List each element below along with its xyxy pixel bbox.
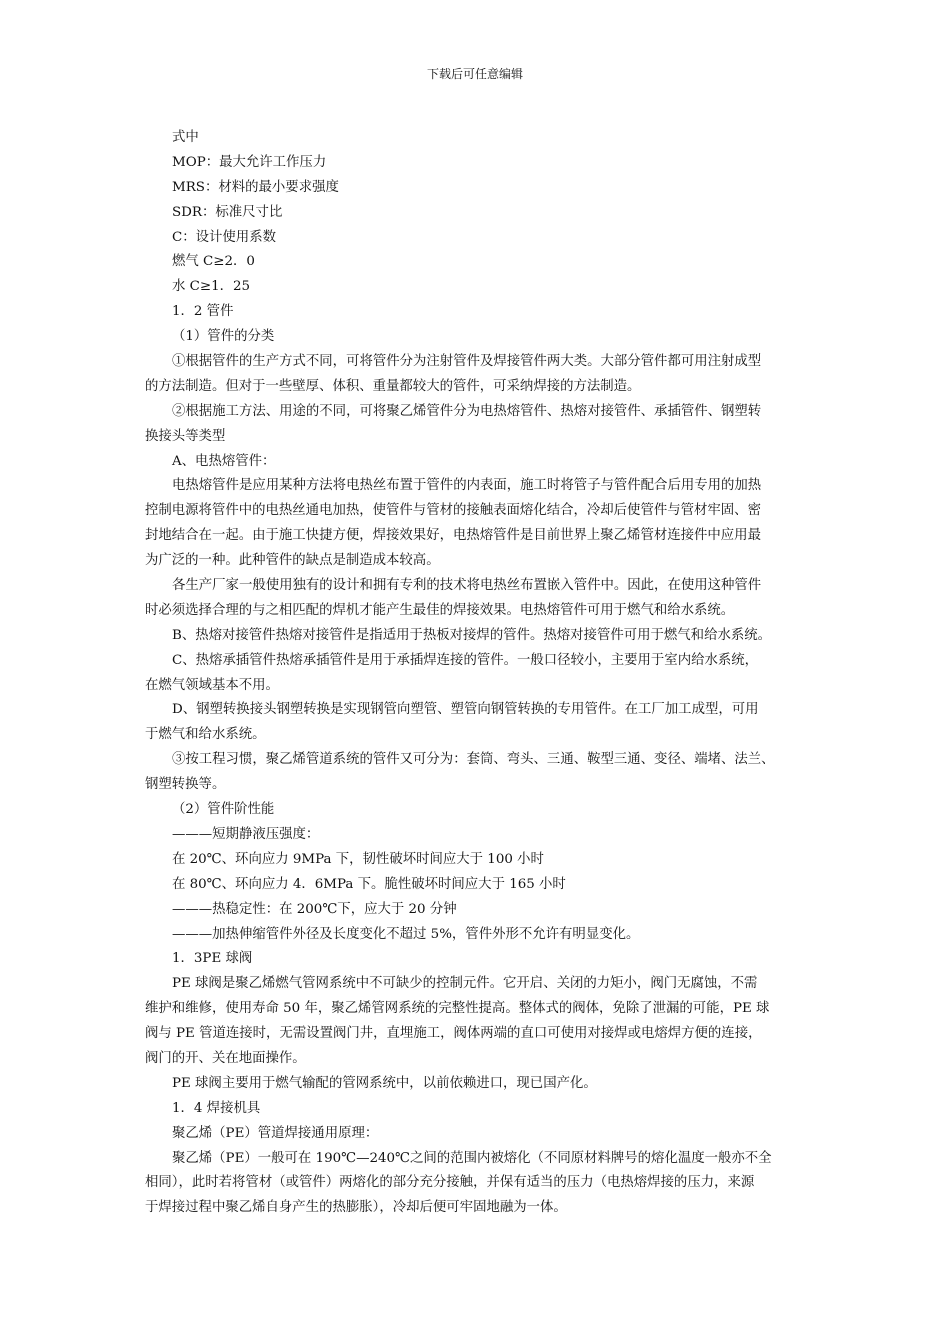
text-line: 燃气 C≥2．0 xyxy=(172,254,255,270)
page-header: 下载后可任意编辑 xyxy=(426,67,523,81)
subsection-heading: （2）管件阶性能 xyxy=(172,802,275,818)
item-heading: A、电热熔管件： xyxy=(172,453,276,469)
section-heading: 1．3PE 球阀 xyxy=(172,951,253,967)
paragraph-line: ①根据管件的生产方式不同，可将管件分为注射管件及焊接管件两大类。大部分管件都可用注射成型 xyxy=(172,354,762,370)
paragraph-line: 于燃气和给水系统。 xyxy=(145,727,266,743)
paragraph-line: D、钢塑转换接头钢塑转换是实现钢管向塑管、塑管向钢管转换的专用管件。在工厂加工成型，可用 xyxy=(172,702,759,718)
paragraph-line: 在燃气领域基本不用。 xyxy=(145,677,279,693)
paragraph-line: PE 球阀主要用于燃气输配的管网系统中，以前依赖进口，现已国产化。 xyxy=(172,1075,597,1091)
paragraph-line: 阀与 PE 管道连接时，无需设置阀门井，直埋施工，阀体两端的直口可使用对接焊或电熔焊方便的连接， xyxy=(145,1026,762,1042)
paragraph-line: 于焊接过程中聚乙烯自身产生的热膨胀），冷却后便可牢固地融为一体。 xyxy=(145,1200,567,1216)
paragraph-line: 时必须选择合理的与之相匹配的焊机才能产生最佳的焊接效果。电热熔管件可用于燃气和给水系统。 xyxy=(145,602,735,618)
subsection-heading: （1）管件的分类 xyxy=(172,329,275,345)
paragraph-line: 为广泛的一种。此种管件的缺点是制造成本较高。 xyxy=(145,553,440,569)
paragraph-line: 控制电源将管件中的电热丝通电加热，使管件与管材的接触表面熔化结合，冷却后使管件与管材牢固、密 xyxy=(145,503,761,519)
paragraph-line: 各生产厂家一般使用独有的设计和拥有专利的技术将电热丝布置嵌入管件中。因此，在使用这种管件 xyxy=(172,578,762,594)
paragraph-line: 换接头等类型 xyxy=(145,428,226,444)
text-line: ———热稳定性：在 200℃下，应大于 20 分钟 xyxy=(172,901,457,917)
paragraph-line: 维护和维修，使用寿命 50 年，聚乙烯管网系统的完整性提高。整体式的阀体，免除了泄漏的可能，PE 球 xyxy=(145,1001,770,1017)
text-line: 式中 xyxy=(172,130,199,145)
text-line: MRS：材料的最小要求强度 xyxy=(172,179,339,195)
paragraph-line: 钢塑转换等。 xyxy=(145,777,226,793)
text-line: 水 C≥1．25 xyxy=(172,279,251,295)
text-line: 在 20℃、环向应力 9MPa 下，韧性破坏时间应大于 100 小时 xyxy=(172,851,544,867)
paragraph-line: 相同），此时若将管材（或管件）两熔化的部分充分接触，并保有适当的压力（电热熔焊接的压力，来源 xyxy=(145,1175,755,1191)
paragraph-line: ②根据施工方法、用途的不同，可将聚乙烯管件分为电热熔管件、热熔对接管件、承插管件、钢塑转 xyxy=(172,403,762,419)
text-line: MOP：最大允许工作压力 xyxy=(172,154,327,170)
paragraph-line: C、热熔承插管件热熔承插管件是用于承插焊连接的管件。一般口径较小，主要用于室内给水系统， xyxy=(172,652,759,668)
text-line: SDR：标准尺寸比 xyxy=(172,204,283,220)
paragraph-line: ③按工程习惯，聚乙烯管道系统的管件又可分为：套筒、弯头、三通、鞍型三通、变径、端堵、法兰、 xyxy=(172,752,775,768)
paragraph-line: 阀门的开、关在地面操作。 xyxy=(145,1050,306,1066)
section-heading: 1．2 管件 xyxy=(172,304,234,320)
section-heading: 1．4 焊接机具 xyxy=(172,1100,261,1116)
paragraph-line: PE 球阀是聚乙烯燃气管网系统中不可缺少的控制元件。它开启、关闭的力矩小，阀门无腐蚀，不需 xyxy=(172,976,758,992)
text-line: ———短期静液压强度： xyxy=(172,826,320,842)
paragraph-line: 的方法制造。但对于一些壁厚、体积、重量都较大的管件，可采纳焊接的方法制造。 xyxy=(145,378,641,394)
document-body xyxy=(145,126,817,1221)
paragraph-line: B、热熔对接管件热熔对接管件是指适用于热板对接焊的管件。热熔对接管件可用于燃气和给水系统。 xyxy=(172,627,772,643)
paragraph-line: 聚乙烯（PE）一般可在 190℃—240℃之间的范围内被熔化（不同原材料牌号的熔化温度一般亦不全 xyxy=(172,1150,772,1166)
text-line: C：设计使用系数 xyxy=(172,229,276,245)
text-line: ———加热伸缩管件外径及长度变化不超过 5%，管件外形不允许有明显变化。 xyxy=(172,926,640,942)
text-line: 在 80℃、环向应力 4．6MPa 下。脆性破坏时间应大于 165 小时 xyxy=(172,876,566,892)
paragraph-line: 封地结合在一起。由于施工快捷方便，焊接效果好，电热熔管件是目前世界上聚乙烯管材连接件中应用最 xyxy=(145,528,761,544)
text-line: 聚乙烯（PE）管道焊接通用原理： xyxy=(172,1125,379,1141)
paragraph-line: 电热熔管件是应用某种方法将电热丝布置于管件的内表面，施工时将管子与管件配合后用专用的加热 xyxy=(172,478,762,494)
